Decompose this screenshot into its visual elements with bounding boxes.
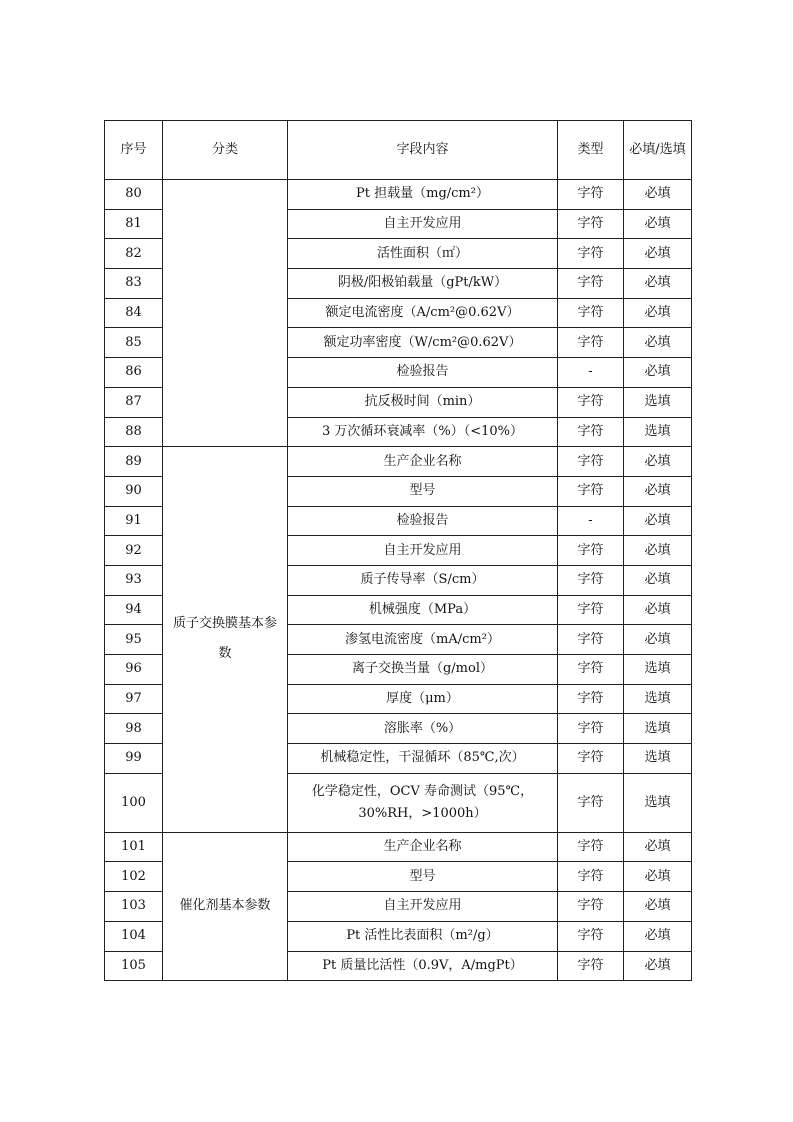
cell-required: 必填 — [624, 209, 692, 239]
cell-type: 字符 — [558, 892, 624, 922]
cell-field: 3 万次循环衰减率（%）（<10%） — [288, 417, 558, 447]
cell-field: 自主开发应用 — [288, 209, 558, 239]
cell-no: 84 — [105, 298, 163, 328]
table-row — [105, 180, 692, 210]
cell-type: 字符 — [558, 476, 624, 506]
cell-type: - — [558, 358, 624, 388]
table-body — [105, 180, 692, 981]
header-category: 分类 — [163, 121, 288, 180]
cell-no: 88 — [105, 417, 163, 447]
cell-no: 83 — [105, 269, 163, 299]
cell-no: 97 — [105, 684, 163, 714]
cell-field: 机械稳定性，干湿循环（85℃,次） — [288, 744, 558, 774]
cell-no: 104 — [105, 921, 163, 951]
cell-required: 必填 — [624, 476, 692, 506]
cell-required: 必填 — [624, 862, 692, 892]
cell-type: 字符 — [558, 298, 624, 328]
cell-field: 自主开发应用 — [288, 536, 558, 566]
cell-field: 离子交换当量（g/mol） — [288, 655, 558, 685]
cell-no: 87 — [105, 387, 163, 417]
cell-required: 必填 — [624, 447, 692, 477]
cell-required: 选填 — [624, 417, 692, 447]
cell-no: 92 — [105, 536, 163, 566]
cell-type: 字符 — [558, 417, 624, 447]
cell-field: 厚度（μm） — [288, 684, 558, 714]
cell-required: 必填 — [624, 595, 692, 625]
cell-field: Pt 活性比表面积（m²/g） — [288, 921, 558, 951]
cell-required: 必填 — [624, 536, 692, 566]
parameter-table-container — [104, 120, 691, 981]
cell-field: 渗氢电流密度（mA/cm²） — [288, 625, 558, 655]
cell-field: 检验报告 — [288, 506, 558, 536]
cell-field: Pt 质量比活性（0.9V，A/mgPt） — [288, 951, 558, 981]
cell-type: 字符 — [558, 209, 624, 239]
cell-field: 生产企业名称 — [288, 832, 558, 862]
cell-field: 额定功率密度（W/cm²@0.62V） — [288, 328, 558, 358]
cell-no: 90 — [105, 476, 163, 506]
cell-no: 86 — [105, 358, 163, 388]
cell-category: 催化剂基本参数 — [163, 832, 288, 980]
cell-field: 型号 — [288, 862, 558, 892]
cell-required: 必填 — [624, 921, 692, 951]
cell-type: 字符 — [558, 921, 624, 951]
cell-type: 字符 — [558, 714, 624, 744]
cell-category — [163, 180, 288, 447]
cell-required: 必填 — [624, 180, 692, 210]
cell-field: 溶胀率（%） — [288, 714, 558, 744]
cell-type: 字符 — [558, 951, 624, 981]
cell-no: 100 — [105, 773, 163, 832]
cell-required: 必填 — [624, 832, 692, 862]
cell-type: 字符 — [558, 595, 624, 625]
cell-required: 选填 — [624, 684, 692, 714]
cell-no: 91 — [105, 506, 163, 536]
cell-type: 字符 — [558, 862, 624, 892]
cell-no: 93 — [105, 565, 163, 595]
cell-type: 字符 — [558, 832, 624, 862]
cell-category: 质子交换膜基本参数 — [163, 447, 288, 833]
header-required: 必填/选填 — [624, 121, 692, 180]
cell-type: 字符 — [558, 328, 624, 358]
cell-field: 机械强度（MPa） — [288, 595, 558, 625]
cell-field: 阴极/阳极铂载量（gPt/kW） — [288, 269, 558, 299]
cell-type: 字符 — [558, 180, 624, 210]
cell-required: 选填 — [624, 773, 692, 832]
cell-field: 质子传导率（S/cm） — [288, 565, 558, 595]
cell-type: 字符 — [558, 744, 624, 774]
cell-required: 必填 — [624, 951, 692, 981]
cell-required: 选填 — [624, 387, 692, 417]
cell-no: 89 — [105, 447, 163, 477]
table-header-row — [105, 121, 692, 180]
cell-required: 必填 — [624, 269, 692, 299]
table-row — [105, 832, 692, 862]
cell-type: 字符 — [558, 387, 624, 417]
cell-no: 96 — [105, 655, 163, 685]
cell-field: 活性面积（㎡） — [288, 239, 558, 269]
header-field: 字段内容 — [288, 121, 558, 180]
cell-field: 生产企业名称 — [288, 447, 558, 477]
cell-required: 必填 — [624, 328, 692, 358]
cell-required: 必填 — [624, 358, 692, 388]
cell-type: 字符 — [558, 447, 624, 477]
cell-field: 型号 — [288, 476, 558, 506]
header-no: 序号 — [105, 121, 163, 180]
cell-type: 字符 — [558, 773, 624, 832]
cell-no: 82 — [105, 239, 163, 269]
cell-required: 选填 — [624, 744, 692, 774]
cell-type: 字符 — [558, 625, 624, 655]
cell-no: 85 — [105, 328, 163, 358]
cell-no: 94 — [105, 595, 163, 625]
cell-no: 105 — [105, 951, 163, 981]
cell-field: 额定电流密度（A/cm²@0.62V） — [288, 298, 558, 328]
cell-no: 80 — [105, 180, 163, 210]
cell-required: 必填 — [624, 298, 692, 328]
cell-type: - — [558, 506, 624, 536]
cell-required: 必填 — [624, 565, 692, 595]
cell-type: 字符 — [558, 536, 624, 566]
cell-required: 必填 — [624, 625, 692, 655]
cell-no: 103 — [105, 892, 163, 922]
cell-required: 选填 — [624, 714, 692, 744]
cell-type: 字符 — [558, 655, 624, 685]
cell-no: 81 — [105, 209, 163, 239]
cell-type: 字符 — [558, 239, 624, 269]
cell-required: 必填 — [624, 892, 692, 922]
cell-field: 化学稳定性，OCV 寿命测试（95℃，30%RH，>1000h） — [288, 773, 558, 832]
cell-type: 字符 — [558, 565, 624, 595]
cell-required: 必填 — [624, 506, 692, 536]
cell-no: 95 — [105, 625, 163, 655]
cell-field: 自主开发应用 — [288, 892, 558, 922]
cell-no: 101 — [105, 832, 163, 862]
cell-required: 选填 — [624, 655, 692, 685]
cell-field: 抗反极时间（min） — [288, 387, 558, 417]
cell-required: 必填 — [624, 239, 692, 269]
cell-no: 99 — [105, 744, 163, 774]
cell-type: 字符 — [558, 269, 624, 299]
cell-no: 102 — [105, 862, 163, 892]
parameter-table — [104, 120, 692, 981]
cell-field: 检验报告 — [288, 358, 558, 388]
cell-no: 98 — [105, 714, 163, 744]
cell-type: 字符 — [558, 684, 624, 714]
table-row — [105, 447, 692, 477]
header-type: 类型 — [558, 121, 624, 180]
cell-field: Pt 担载量（mg/cm²） — [288, 180, 558, 210]
